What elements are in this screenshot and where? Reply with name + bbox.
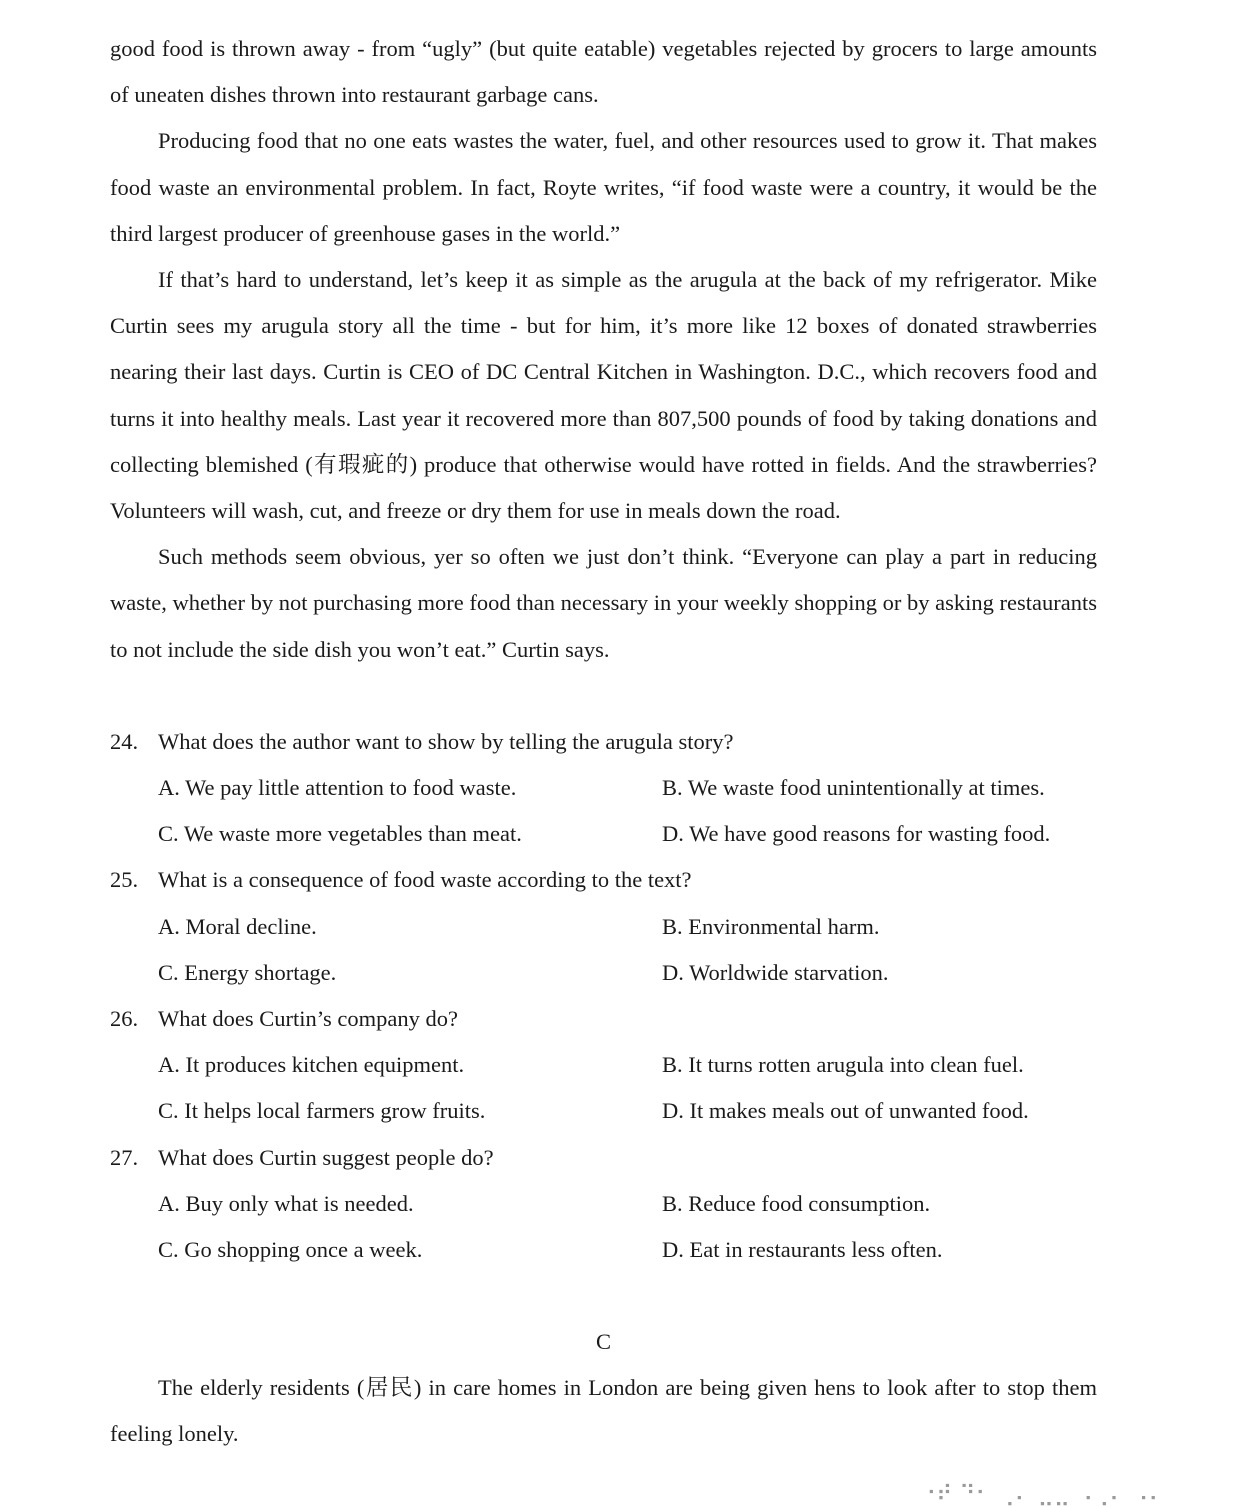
- option-b: B. Environmental harm.: [662, 913, 880, 939]
- section-c-intro: The elderly residents (居民) in care homes in London are being given hens to look after to stop them feeling lonely.: [110, 1375, 1097, 1447]
- question-stem: What is a consequence of food waste according to the text?: [158, 867, 692, 893]
- question-number: 26.: [110, 1005, 139, 1031]
- option-a: A. It produces kitchen equipment.: [158, 1052, 465, 1078]
- section-heading: C: [595, 1329, 611, 1355]
- question-24: [110, 719, 1097, 858]
- option-d: D. Eat in restaurants less often.: [662, 1236, 943, 1262]
- option-b: B. It turns rotten arugula into clean fuel.: [662, 1052, 1024, 1078]
- option-c: C. Energy shortage.: [158, 959, 337, 985]
- question-26: [110, 996, 1097, 1135]
- option-d: D. We have good reasons for wasting food.: [662, 821, 1051, 847]
- option-c: C. Go shopping once a week.: [158, 1236, 423, 1262]
- option-c: C. It helps local farmers grow fruits.: [158, 1098, 486, 1124]
- option-a: A. We pay little attention to food waste.: [158, 775, 517, 801]
- document-page: [110, 26, 1097, 1458]
- question-stem: What does the author want to show by telling the arugula story?: [158, 728, 734, 754]
- question-number: 27.: [110, 1144, 139, 1170]
- passage-paragraph-3: If that’s hard to understand, let’s keep it as simple as the arugula at the back of my refrigerator. Mike Curtin sees my arugula story all the time - but for him, it’s more like 12 boxes of donated strawberries nearing their last days. Curtin is CEO of DC Central Kitchen in Washington. D.C., which recovers food and turns it into healthy meals. Last year it recovered more than 807,500 pounds of food by taking donations and collecting blemished (有瑕疵的) produce that otherwise would have rotted in fields. And the strawberries? Volunteers will wash, cut, and freeze or dry them for use in meals down the road.: [110, 267, 1097, 524]
- option-c: C. We waste more vegetables than meat.: [158, 821, 522, 847]
- passage-paragraph-1: good food is thrown away - from “ugly” (but quite eatable) vegetables rejected by grocers to large amounts of uneaten dishes thrown into restaurant garbage cans.: [110, 36, 1097, 108]
- watermark-fragment: ⠐⠞ ⠙⠂ ⢀⠄ ⣀⣀ ⠠⢀⠄ ⠠⠄: [920, 1482, 1165, 1507]
- option-d: D. Worldwide starvation.: [662, 959, 889, 985]
- question-stem: What does Curtin’s company do?: [158, 1005, 458, 1031]
- question-stem: What does Curtin suggest people do?: [158, 1144, 494, 1170]
- passage-paragraph-2: Producing food that no one eats wastes the water, fuel, and other resources used to grow it. That makes food waste an environmental problem. In fact, Royte writes, “if food waste were a country, it would be the third largest producer of greenhouse gases in the world.”: [110, 128, 1097, 246]
- question-25: [110, 857, 1097, 996]
- option-a: A. Moral decline.: [158, 913, 317, 939]
- option-b: B. Reduce food consumption.: [662, 1190, 931, 1216]
- passage-paragraph-4: Such methods seem obvious, yer so often we just don’t think. “Everyone can play a part in reducing waste, whether by not purchasing more food than necessary in your weekly shopping or by asking restaurants to not include the side dish you won’t eat.” Curtin says.: [110, 544, 1097, 662]
- question-list: [110, 719, 1097, 1273]
- option-d: D. It makes meals out of unwanted food.: [662, 1098, 1029, 1124]
- question-number: 24.: [110, 728, 139, 754]
- option-b: B. We waste food unintentionally at times.: [662, 775, 1045, 801]
- option-a: A. Buy only what is needed.: [158, 1190, 414, 1216]
- question-27: [110, 1135, 1097, 1274]
- question-number: 25.: [110, 867, 139, 893]
